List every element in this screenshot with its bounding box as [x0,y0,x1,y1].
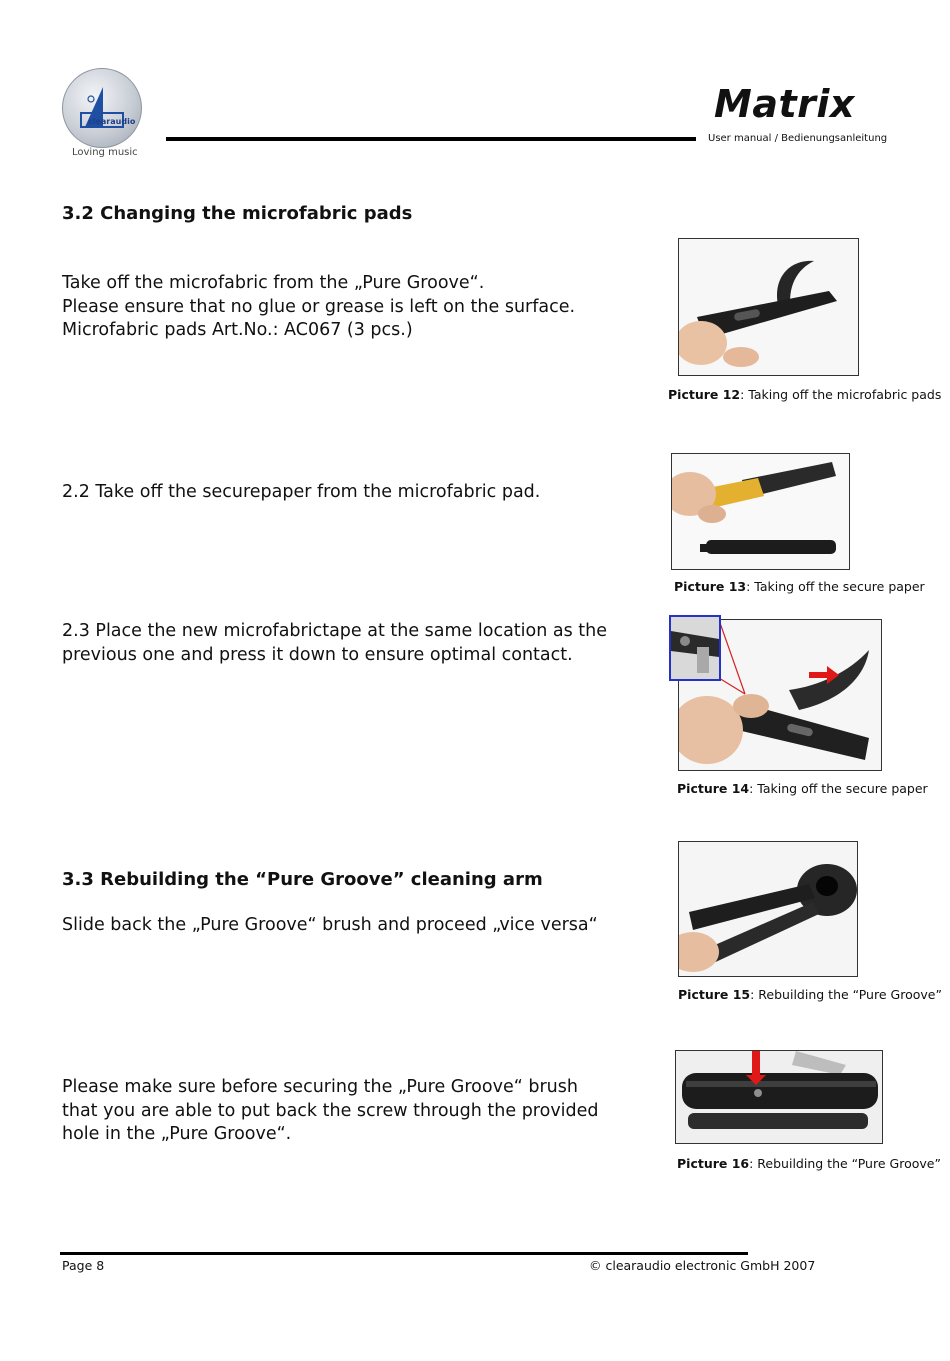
picture-13-text: : Taking off the secure paper [746,579,925,594]
picture-14-caption [677,781,928,796]
picture-13-photo [671,453,850,570]
step-line: previous one and press it down to ensure optimal contact. [62,644,573,665]
step-2-3 [62,620,622,667]
document-subtitle: User manual / Bedienungsanleitung [708,133,888,144]
picture-15-caption [678,987,942,1002]
picture-16-caption [677,1156,941,1171]
header-rule [166,137,696,141]
section-heading-3-3: 3.3 Rebuilding the “Pure Groove” cleaning arm [62,869,543,890]
section-3-3-intro [62,914,622,938]
page-number: Page 8 [62,1258,105,1273]
intro-line: Please ensure that no glue or grease is left on the surface. [62,296,576,317]
logo-wordmark: clearaudio [88,117,136,126]
step-2-2 [62,481,622,505]
note-line: Please make sure before securing the „Pure Groove“ brush [62,1077,578,1097]
picture-12-label: Picture 12 [668,387,741,402]
picture-14-text: : Taking off the secure paper [749,781,928,796]
picture-16-text: : Rebuilding the “Pure Groove” [749,1156,941,1171]
picture-12-text: : Taking off the microfabric pads [740,387,942,402]
section-heading-3-2: 3.2 Changing the microfabric pads [62,203,413,224]
picture-12-caption [668,387,941,402]
section-3-2-intro [62,272,622,343]
intro-line: Take off the microfabric from the „Pure Groove“. [62,273,485,293]
picture-16-label: Picture 16 [677,1156,750,1171]
picture-15-text: : Rebuilding the “Pure Groove” [750,987,942,1002]
copyright-notice: © clearaudio electronic GmbH 2007 [589,1258,816,1273]
section-3-3-line: Slide back the „Pure Groove“ brush and proceed „vice versa“ [62,915,598,935]
picture-14-label: Picture 14 [677,781,750,796]
footer-rule [60,1252,748,1255]
intro-line: Microfabric pads Art.No.: AC067 (3 pcs.) [62,320,413,340]
step-2-2-text: 2.2 Take off the securepaper from the microfabric pad. [62,482,541,502]
note-line: hole in the „Pure Groove“. [62,1124,292,1144]
note-line: that you are able to put back the screw through the provided [62,1100,599,1121]
picture-15-label: Picture 15 [678,987,751,1002]
document-title: Matrix [714,82,855,126]
section-3-3-note [62,1076,622,1147]
picture-14-inset [669,615,721,681]
picture-13-label: Picture 13 [674,579,747,594]
logo-tagline: Loving music [72,147,138,158]
step-line: 2.3 Place the new microfabrictape at the same location as the [62,621,608,641]
picture-12-photo [678,238,859,376]
picture-16-photo [675,1050,883,1144]
picture-13-caption [674,579,925,594]
picture-15-photo [678,841,858,977]
clearaudio-logo [62,68,142,148]
